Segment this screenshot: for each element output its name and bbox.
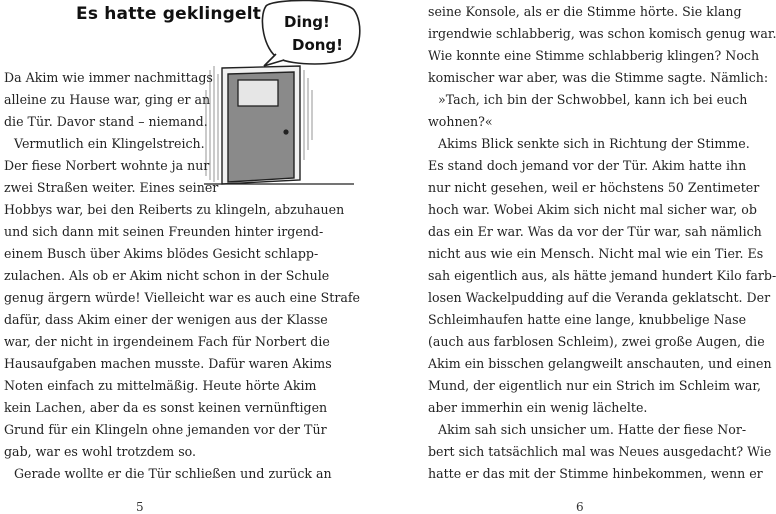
text-line: kein Lachen, aber da es sonst keinen vernünftigen — [4, 400, 328, 415]
door-window — [238, 80, 278, 106]
bubble-line-2: Dong! — [292, 36, 344, 54]
text-line: irgendwie schlabberig, was schon komisch genug war. — [428, 26, 776, 41]
text-line: hatte er das mit der Stimme hinbekommen, wenn er — [428, 466, 763, 481]
text-line: nicht aus wie ein Mensch. Nicht mal wie ein Tier. Es — [428, 246, 764, 261]
door-illustration — [204, 0, 360, 190]
text-line: Der fiese Norbert wohnte ja nur — [4, 158, 210, 173]
text-line: zwei Straßen weiter. Eines seiner — [4, 180, 219, 195]
text-line: Hausaufgaben machen musste. Dafür waren Akims — [4, 356, 332, 371]
chapter-title: Es hatte geklingelt — [76, 4, 262, 24]
text-line: »Tach, ich bin der Schwobbel, kann ich bei euch — [438, 92, 748, 107]
text-line: dafür, dass Akim einer der wenigen aus der Klasse — [4, 312, 328, 327]
text-line: losen Wackelpudding auf die Veranda geklatscht. Der — [428, 290, 771, 305]
door-knob — [283, 129, 288, 134]
text-line: einem Busch über Akims blödes Gesicht schlapp- — [4, 246, 319, 261]
text-line: das ein Er war. Was da vor der Tür war, sah nämlich — [428, 224, 762, 239]
text-line: Hobbys war, bei den Reiberts zu klingeln, abzuhauen — [4, 202, 345, 217]
text-line: alleine zu Hause war, ging er an — [4, 92, 211, 107]
text-line: seine Konsole, als er die Stimme hörte. Sie klang — [428, 4, 742, 19]
text-line: Es stand doch jemand vor der Tür. Akim hatte ihn — [428, 158, 747, 173]
text-line: zulachen. Als ob er Akim nicht schon in der Schule — [4, 268, 330, 283]
text-line: hoch war. Wobei Akim sich nicht mal sicher war, ob — [428, 202, 757, 217]
bubble-line-1: Ding! — [284, 13, 330, 31]
text-line: Da Akim wie immer nachmittags — [4, 70, 213, 85]
text-line: die Tür. Davor stand – niemand. — [4, 114, 208, 129]
text-line: Vermutlich ein Klingelstreich. — [14, 136, 205, 151]
text-line: Gerade wollte er die Tür schließen und zurück an — [14, 466, 332, 481]
text-line: komischer war aber, was die Stimme sagte. Nämlich: — [428, 70, 769, 85]
text-line: Akim sah sich unsicher um. Hatte der fiese Nor- — [438, 422, 747, 437]
text-line: Schleimhaufen hatte eine lange, knubbelige Nase — [428, 312, 747, 327]
page-number-left: 5 — [136, 500, 144, 514]
text-line: aber immerhin ein wenig lächelte. — [428, 400, 648, 415]
text-line: Wie konnte eine Stimme schlabberig klingen? Noch — [428, 48, 760, 63]
text-line: Akims Blick senkte sich in Richtung der Stimme. — [438, 136, 750, 151]
text-line: (auch aus farblosen Schleim), zwei große Augen, die — [428, 334, 765, 349]
page-number-right: 6 — [576, 500, 584, 514]
text-line: wohnen?« — [428, 114, 493, 129]
text-line: bert sich tatsächlich mal was Neues ausgedacht? Wie — [428, 444, 772, 459]
text-line: Akim ein bisschen gelangweilt anschauten, und einen — [428, 356, 772, 371]
text-line: Mund, der eigentlich nur ein Strich im Schleim war, — [428, 378, 762, 393]
text-line: gab, war es wohl trotzdem so. — [4, 444, 197, 459]
text-line: war, der nicht in irgendeinem Fach für Norbert die — [4, 334, 330, 349]
text-line: und sich dann mit seinen Freunden hinter irgend- — [4, 224, 324, 239]
text-line: sah eigentlich aus, als hätte jemand hundert Kilo farb- — [428, 268, 776, 283]
text-line: Grund für ein Klingeln ohne jemanden vor der Tür — [4, 422, 327, 437]
text-line: Noten einfach zu mittelmäßig. Heute hörte Akim — [4, 378, 317, 393]
text-line: genug ärgern würde! Vielleicht war es auch eine Strafe — [4, 290, 360, 305]
text-line: nur nicht gesehen, weil er höchstens 50 Zentimeter — [428, 180, 760, 195]
